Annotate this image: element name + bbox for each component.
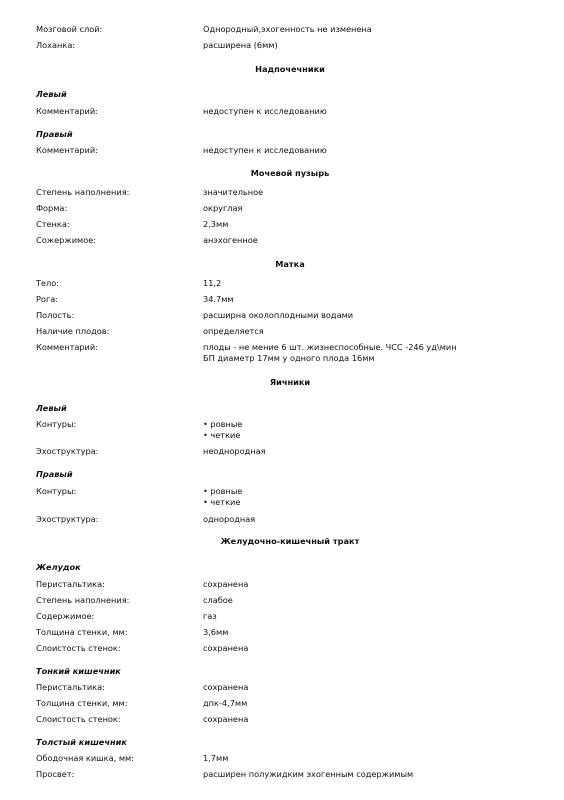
field-value: недоступен к исследованию (203, 106, 327, 116)
field-value: 2,3мм (203, 219, 229, 229)
field-label: Рога: (36, 294, 59, 304)
subsection-title-stomach: Желудок (36, 562, 81, 572)
field-value: значительное (203, 187, 264, 197)
field-label: Перистальтика: (36, 682, 105, 692)
field-value: анэхогенное (203, 235, 258, 245)
field-label: Содержимое: (36, 611, 95, 621)
field-label: Просвет: (36, 769, 75, 779)
field-value: определяется (203, 326, 264, 336)
subsection-title-small-intestine: Тонкий кишечник (36, 666, 121, 676)
field-label: Степень наполнения: (36, 187, 130, 197)
field-label: Ободочная кишка, мм: (36, 753, 134, 763)
field-value: округлая (203, 203, 243, 213)
field-label: Слоистость стенок: (36, 714, 121, 724)
field-value: неоднородная (203, 446, 266, 456)
field-value: однородная (203, 514, 256, 524)
field-value: недоступен к исследованию (203, 145, 327, 155)
section-title-bladder: Мочевой пузырь (250, 168, 330, 178)
field-value: 1,7мм (203, 753, 229, 763)
field-label: Степень наполнения: (36, 595, 130, 605)
field-label: Контуры: (36, 419, 77, 429)
section-title-gi-tract: Желудочно-кишечный тракт (220, 536, 360, 546)
field-label: Лоханка: (36, 40, 76, 50)
field-value: 3,6мм (203, 627, 229, 637)
field-label: Эхоструктура: (36, 514, 99, 524)
subsection-title-left: Левый (36, 403, 67, 413)
field-value: газ (203, 611, 217, 621)
field-label: Эхоструктура: (36, 446, 99, 456)
field-value: сохранена (203, 643, 249, 653)
section-title-ovaries: Яичники (269, 377, 311, 387)
field-value: Однородный,эхогенность не изменена (203, 24, 372, 34)
field-label: Толщина стенки, мм: (36, 698, 128, 708)
subsection-title-right: Правый (36, 469, 73, 479)
field-label: Сожержимое: (36, 235, 97, 245)
field-label: Тело: (36, 278, 60, 288)
field-value: сохранена (203, 682, 249, 692)
field-value: сохранена (203, 714, 249, 724)
subsection-title-large-intestine: Толстый кишечник (36, 737, 127, 747)
section-title-adrenals: Надпочечники (255, 64, 325, 74)
field-value: слабое (203, 595, 233, 605)
field-label: Комментарий: (36, 342, 98, 352)
field-label: Наличие плодов: (36, 326, 110, 336)
field-label: Комментарий: (36, 145, 98, 155)
field-value: расширен полужидким эхогенным содержимым (203, 769, 414, 779)
field-value: дпк-4,7мм (203, 698, 248, 708)
field-label: Форма: (36, 203, 68, 213)
field-label: Перистальтика: (36, 579, 105, 589)
field-label: Толщина стенки, мм: (36, 627, 128, 637)
field-label: Стенка: (36, 219, 70, 229)
field-label: Контуры: (36, 486, 77, 496)
subsection-title-left: Левый (36, 89, 67, 99)
field-value: плоды - не мение 6 шт. жизнеспособные. ЧСС -246 уд\мин БП диаметр 17мм у одного плода 16мм (203, 342, 457, 363)
field-label: Комментарий: (36, 106, 98, 116)
field-value: сохранена (203, 579, 249, 589)
field-label: Полость: (36, 310, 75, 320)
field-value-list: • ровные • четкие (203, 419, 243, 440)
subsection-title-right: Правый (36, 129, 73, 139)
field-value: 11,2 (203, 278, 222, 288)
field-value: 34.7мм (203, 294, 234, 304)
field-label: Слоистость стенок: (36, 643, 121, 653)
section-title-uterus: Матка (275, 259, 305, 269)
field-value: расширена (6мм) (203, 40, 278, 50)
field-value: расширна околоплодными водами (203, 310, 354, 320)
field-value-list: • ровные • четкие (203, 486, 243, 507)
field-label: Мозговой слой: (36, 24, 103, 34)
